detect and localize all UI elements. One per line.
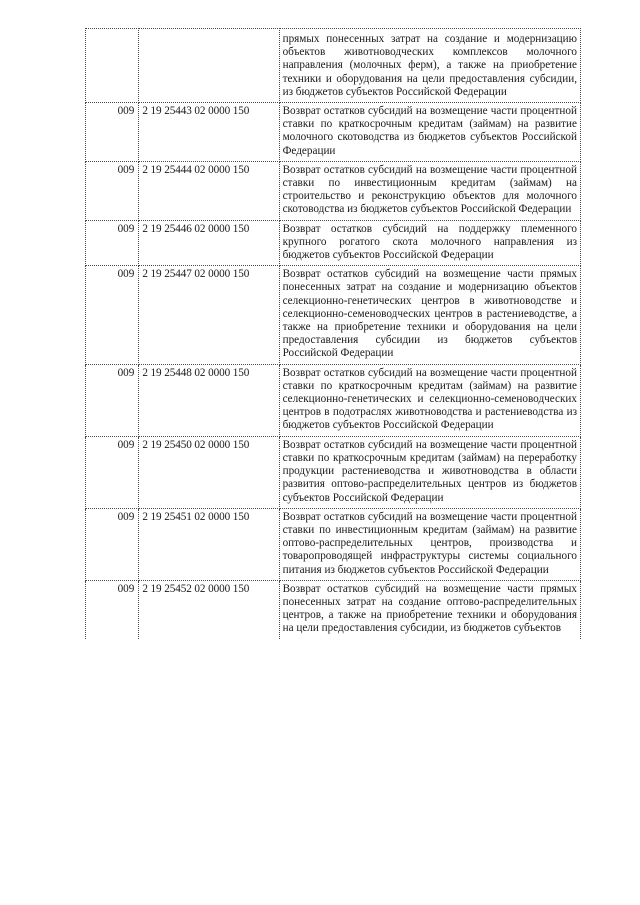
admin-code-cell: 009 bbox=[86, 364, 139, 436]
admin-code-cell: 009 bbox=[86, 580, 139, 638]
admin-code-cell: 009 bbox=[86, 266, 139, 364]
table-row bbox=[86, 103, 581, 162]
table-row bbox=[86, 580, 581, 638]
admin-code-cell bbox=[86, 29, 139, 103]
description-cell: Возврат остатков субсидий на возмещение части процентной ставки по краткосрочным кредитам (займам) на развитие молочного скотоводства из бюджетов субъектов Российской Федерации bbox=[279, 103, 580, 162]
description-cell: Возврат остатков субсидий на возмещение части процентной ставки по инвестиционным кредитам (займам) на строительство и реконструкцию объектов для молочного скотоводства из бюджетов субъектов Российской Федерации bbox=[279, 161, 580, 220]
admin-code-cell: 009 bbox=[86, 103, 139, 162]
budget-code-cell: 2 19 25452 02 0000 150 bbox=[139, 580, 279, 638]
budget-code-cell: 2 19 25447 02 0000 150 bbox=[139, 266, 279, 364]
budget-code-cell: 2 19 25443 02 0000 150 bbox=[139, 103, 279, 162]
description-cell: Возврат остатков субсидий на возмещение части процентной ставки по краткосрочным кредитам (займам) на переработку продукции растениеводства и животноводства в области развития оптово-распределительных центров из бюджетов субъектов Российской Федерации bbox=[279, 436, 580, 508]
description-cell: прямых понесенных затрат на создание и модернизацию объектов животноводческих комплексов молочного направления (молочных ферм), а также на приобретение техники и оборудования на цели предоставления субсидии, из бюджетов субъектов Российской Федерации bbox=[279, 29, 580, 103]
admin-code-cell: 009 bbox=[86, 220, 139, 266]
budget-code-cell: 2 19 25448 02 0000 150 bbox=[139, 364, 279, 436]
description-cell: Возврат остатков субсидий на поддержку племенного крупного рогатого скота молочного направления из бюджетов субъектов Российской Федерации bbox=[279, 220, 580, 266]
budget-code-cell: 2 19 25451 02 0000 150 bbox=[139, 508, 279, 580]
budget-code-cell: 2 19 25446 02 0000 150 bbox=[139, 220, 279, 266]
table-row bbox=[86, 508, 581, 580]
budget-codes-table bbox=[85, 28, 581, 639]
table-row bbox=[86, 29, 581, 103]
budget-code-cell bbox=[139, 29, 279, 103]
table-row bbox=[86, 364, 581, 436]
budget-code-cell: 2 19 25450 02 0000 150 bbox=[139, 436, 279, 508]
description-cell: Возврат остатков субсидий на возмещение части прямых понесенных затрат на создание оптово-распределительных центров, а также на приобретение техники и оборудования на цели предоставления субсидии, из бюджетов субъектов bbox=[279, 580, 580, 638]
table-row bbox=[86, 220, 581, 266]
table-row bbox=[86, 161, 581, 220]
description-cell: Возврат остатков субсидий на возмещение части процентной ставки по инвестиционным кредитам (займам) на развитие оптово-распределительных центров, производства и товаропроводящей инфраструктуры системы социального питания из бюджетов субъектов Российской Федерации bbox=[279, 508, 580, 580]
admin-code-cell: 009 bbox=[86, 161, 139, 220]
admin-code-cell: 009 bbox=[86, 508, 139, 580]
admin-code-cell: 009 bbox=[86, 436, 139, 508]
table-row bbox=[86, 436, 581, 508]
table-row bbox=[86, 266, 581, 364]
budget-code-cell: 2 19 25444 02 0000 150 bbox=[139, 161, 279, 220]
description-cell: Возврат остатков субсидий на возмещение части прямых понесенных затрат на создание и модернизацию объектов селекционно-генетических центров в животноводстве и селекционно-семеноводческих центров в растениеводстве, а также на приобретение техники и оборудования на цели предоставления субсидии из бюджетов субъектов Российской Федерации bbox=[279, 266, 580, 364]
description-cell: Возврат остатков субсидий на возмещение части процентной ставки по краткосрочным кредитам (займам) на развитие селекционно-генетических и селекционно-семеноводческих центров в подотраслях животноводства и растениеводства из бюджетов субъектов Российской Федерации bbox=[279, 364, 580, 436]
